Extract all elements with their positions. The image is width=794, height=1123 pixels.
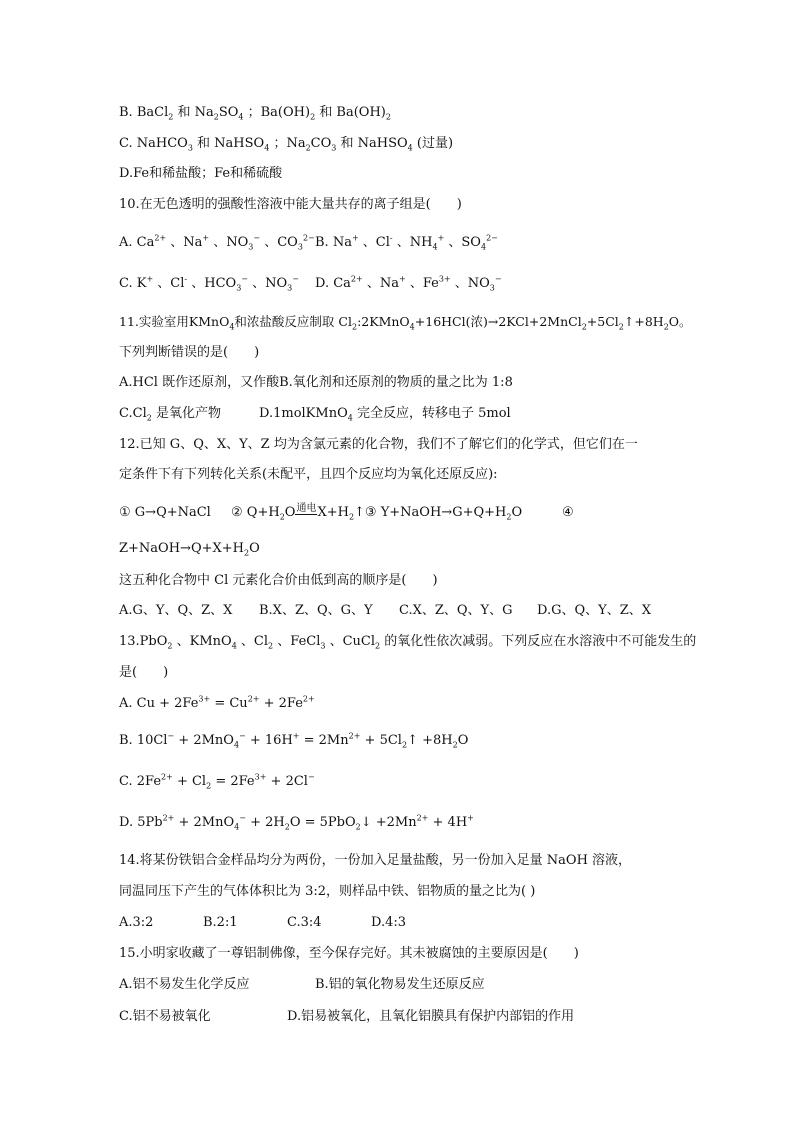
q14-options: [119, 914, 406, 932]
q11-stem-line2: 下列判断错误的是( ): [119, 345, 260, 360]
q15-option-a: A.铝不易发生化学反应: [119, 977, 250, 992]
q15-options-ab: [119, 976, 485, 994]
q12-reaction-2-3: ② $Q+H_2O^{通电}X+H_2↑③$ $Y+NaOH\to G+Q+H_2O$: [231, 503, 523, 522]
q11-option-c: $C.Cl_2$ 是氧化产物: [119, 406, 221, 423]
q14-option-c: C.3:4: [287, 915, 322, 930]
q15-option-c: C.铝不易被氧化: [119, 1009, 211, 1024]
q11-stem: 11.实验室用KMnO$_4$和浓盐酸反应制取 $Cl_2:2KMnO_4+16HCl$(浓)$\to 2KCl+2MnCl_2+5Cl_2↑+8H_2O$。: [119, 314, 692, 332]
q12-question: 这五种化合物中 Cl 元素化合价由低到高的顺序是( ): [119, 573, 438, 588]
q9-option-c: C. NaHCO$_3$ 和 NaHSO$_4$ ；$Na_2CO_3$ 和 NaHSO$_4$ (过量): [119, 136, 454, 153]
q13-option-c: C. $2Fe^{2+} + Cl_2 = 2Fe^{3+} + 2Cl^-$: [119, 772, 315, 791]
q14-stem-line1: 14.将某份铁铝合金样品均分为两份，一份加入足量盐酸，另一份加入足量 NaOH 溶液，: [119, 853, 632, 868]
q12-reaction-4-marker: ④: [562, 505, 574, 520]
q12-option-d: D.G、Q、Y、Z、X: [537, 603, 652, 618]
q14-option-a: A.3:2: [119, 915, 154, 930]
q13-option-d: D. $5Pb^{2+} + 2MnO_4^- + 2H_2O$ = 5PbO$_2$↓ $+2Mn^{2+} + 4H^+$: [119, 813, 474, 832]
q13-stem-line2: 是( ): [119, 665, 169, 680]
q15-option-b: B.铝的氧化物易发生还原反应: [315, 977, 485, 992]
q10-options-ab: [119, 234, 498, 252]
q11-options-cd: [119, 405, 511, 423]
q12-reaction-1: ① G→Q+NaCl: [119, 505, 211, 520]
q12-options: [119, 602, 651, 620]
q12-option-a: A.G、Y、Q、Z、X: [119, 603, 233, 618]
q11-options-ab: A.HCl 既作还原剂，又作酸B.氧化剂和还原剂的物质的量之比为 1:8: [119, 375, 513, 390]
q12-option-b: B.X、Z、Q、G、Y: [259, 603, 373, 618]
q12-stem-line1: 12.已知 G、Q、X、Y、Z 均为含氯元素的化合物，我们不了解它们的化学式，但它们在一: [119, 437, 638, 452]
q9-option-d: D.Fe和稀盐酸；Fe和稀硫酸: [119, 166, 283, 181]
q12-stem-line2: 定条件下有下列转化关系(未配平，且四个反应均为氧化还原反应):: [119, 467, 498, 482]
q10-option-a: A. $Ca^{2+}$ 、Na+ 、$NO_3^-$ 、$CO_3^{2-}$: [119, 233, 315, 252]
q10-option-b: B. Na+ 、Cl- 、$NH_4^+$ 、$SO_4^{2-}$: [315, 233, 498, 252]
q14-stem-line2: 同温同压下产生的气体体积比为 3:2，则样品中铁、铝物质的量之比为( ): [119, 884, 536, 899]
q13-stem: 13.PbO$_2$ 、KMnO$_4$ 、$Cl_2$ 、FeCl$_3$ 、CuCl$_2$ 的氧化性依次减弱。下列反应在水溶液中不可能发生的: [119, 634, 697, 651]
q10-options-cd: [119, 275, 502, 293]
q12-reactions: [119, 504, 574, 523]
q9-option-b: B. BaCl$_2$ 和 $Na_2SO_4$ ；$Ba(OH)_2$ 和 $Ba(OH)_2$: [119, 105, 391, 122]
q14-option-b: B.2:1: [203, 915, 238, 930]
electrolysis-arrow-label: 通电: [296, 503, 317, 514]
q15-option-d: D.铝易被氧化，且氧化铝膜具有保护内部铝的作用: [287, 1009, 575, 1024]
q10-option-c: C. K+ 、Cl- 、$HCO_3^-$ 、$NO_3^-$: [119, 274, 299, 293]
q12-option-c: C.X、Z、Q、Y、G: [399, 603, 513, 618]
q15-stem: 15.小明家收藏了一尊铝制佛像，至今保存完好。其未被腐蚀的主要原因是( ): [119, 946, 579, 961]
q10-stem: 10.在无色透明的强酸性溶液中能大量共存的离子组是( ): [119, 197, 462, 212]
q10-option-d: D. $Ca^{2+}$ 、Na+ 、$Fe^{3+}$ 、$NO_3^-$: [315, 274, 502, 293]
q13-option-b: B. $10Cl^- + 2MnO_4^- + 16H^+ = 2Mn^{2+}$ + $5Cl_2↑ +8H_2O$: [119, 731, 469, 750]
q11-option-d: D.1molKMnO$_4$ 完全反应，转移电子 5mol: [259, 406, 511, 423]
q12-reaction-4: $Z+NaOH\to Q+X+H_2O$: [119, 541, 260, 558]
q15-options-cd: [119, 1008, 574, 1026]
q13-option-a: A. $Cu + 2Fe^{3+} = Cu^{2+} + 2Fe^{2+}$: [119, 694, 315, 711]
q14-option-d: D.4:3: [371, 915, 407, 930]
